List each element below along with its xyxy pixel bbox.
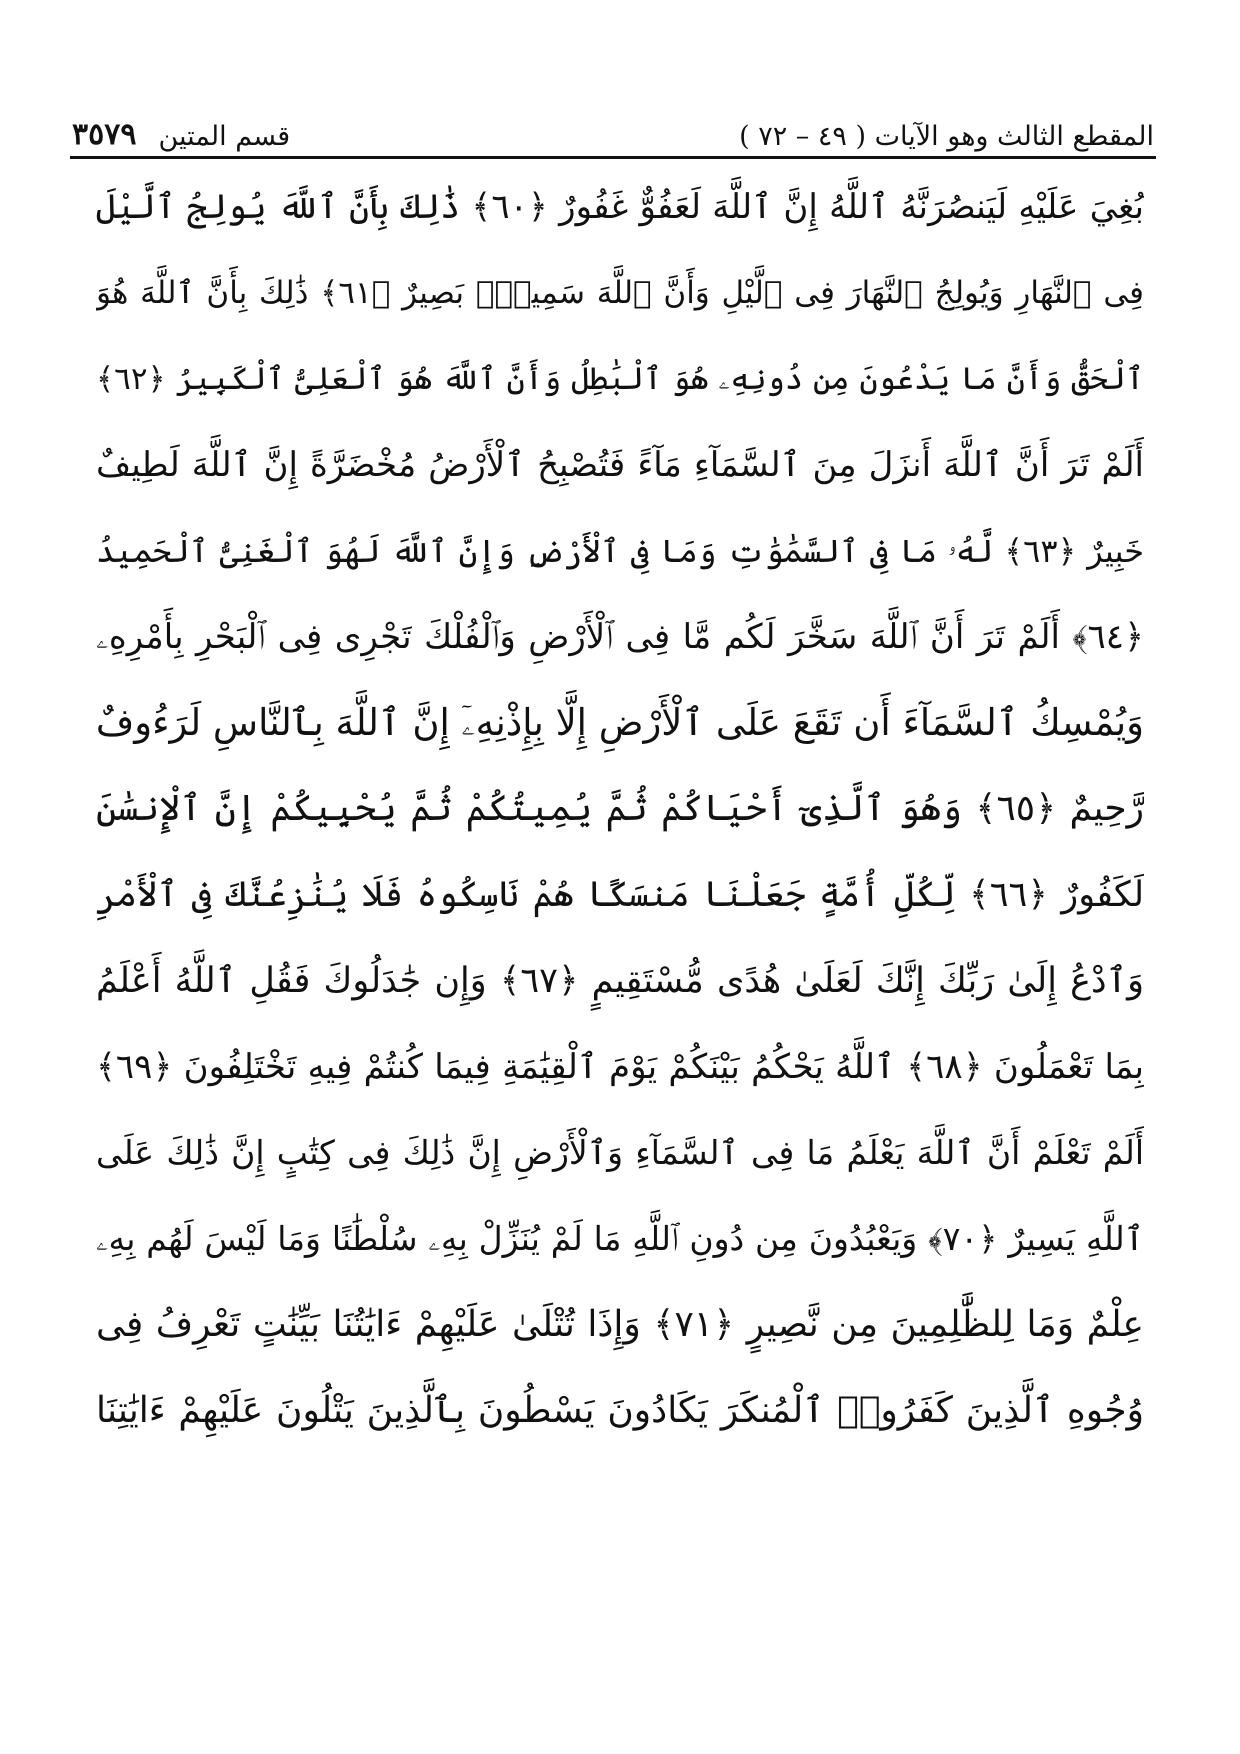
- chapter-section-title: المقطع الثالث وهو الآيات ( ٤٩ – ٧٢ ): [739, 121, 1154, 152]
- text-line: أَلَمْ تَعْلَمْ أَنَّ ٱللَّهَ يَعْلَمُ مَا فِى ٱلسَّمَآءِ وَٱلْأَرْضِ إِنَّ ذَٰلِكَ فِى كِتَٰبٍ إِنَّ ذَٰلِكَ عَلَى: [96, 1133, 1144, 1172]
- text-line: بِمَا تَعْمَلُونَ ﴿٦٨﴾ ٱللَّهُ يَحْكُمُ بَيْنَكُمْ يَوْمَ ٱلْقِيَٰمَةِ فِيمَا كُنتُمْ فِيهِ تَخْتَلِفُونَ ﴿٦٩﴾: [96, 1047, 1144, 1087]
- text-line: خَبِيرٌ ﴿٦٣﴾ لَّهُۥ مَا فِى ٱلسَّمَٰوَٰتِ وَمَا فِى ٱلْأَرْضِ وَإِنَّ ٱللَّهَ لَهُوَ ٱلْغَنِىُّ ٱلْحَمِيدُ: [96, 532, 1144, 570]
- page-header-meta: [72, 117, 290, 152]
- text-line: أَلَمْ تَرَ أَنَّ ٱللَّهَ أَنزَلَ مِنَ ٱلسَّمَآءِ مَآءً فَتُصْبِحُ ٱلْأَرْضُ مُخْضَرَّةً إِنَّ ٱللَّهَ لَطِيفٌ: [96, 445, 1144, 485]
- text-line: بُغِيَ عَلَيْهِ لَيَنصُرَنَّهُ ٱللَّهُ إِنَّ ٱللَّهَ لَعَفُوٌّ غَفُورٌ ﴿٦٠﴾ ذَٰلِكَ بِأَنَّ ٱللَّهَ يُولِجُ ٱلَّيْلَ: [96, 187, 1144, 227]
- text-line: [96, 1454, 1144, 1540]
- text-line: [96, 1626, 1144, 1712]
- text-line: عِلْمٌ وَمَا لِلظَّٰلِمِينَ مِن نَّصِيرٍ ﴿٧١﴾ وَإِذَا تُتْلَىٰ عَلَيْهِمْ ءَايَٰتُنَا بَيِّنَٰتٍ تَعْرِفُ فِى: [96, 1304, 1144, 1345]
- text-line: فِى ٱلنَّهَارِ وَيُولِجُ ٱلنَّهَارَ فِى ٱلَّيْلِ وَأَنَّ ٱللَّهَ سَمِيعٌۢ بَصِيرٌ ﴿٦١﴾ ذَٰلِكَ بِأَنَّ ٱللَّهَ هُوَ: [96, 275, 1144, 311]
- section-name: قسم المتين: [158, 121, 291, 152]
- page-header: [72, 92, 1154, 152]
- text-line: لَكَفُورٌ ﴿٦٦﴾ لِّكُلِّ أُمَّةٍ جَعَلْنَا مَنسَكًا هُمْ نَاسِكُوهُ فَلَا يُنَٰزِعُنَّكَ فِى ٱلْأَمْرِ: [96, 875, 1144, 915]
- text-line: وَيُمْسِكُ ٱلسَّمَآءَ أَن تَقَعَ عَلَى ٱلْأَرْضِ إِلَّا بِإِذْنِهِۦٓ إِنَّ ٱللَّهَ بِٱلنَّاسِ لَرَءُوفٌ: [96, 701, 1144, 744]
- verse-text-block: [96, 164, 1144, 1712]
- text-line: وُجُوهِ ٱلَّذِينَ كَفَرُوا۟ ٱلْمُنكَرَ يَكَادُونَ يَسْطُونَ بِٱلَّذِينَ يَتْلُونَ عَلَيْهِمْ ءَايَٰتِنَا: [96, 1390, 1144, 1431]
- text-line: ﴿٦٤﴾ أَلَمْ تَرَ أَنَّ ٱللَّهَ سَخَّرَ لَكُم مَّا فِى ٱلْأَرْضِ وَٱلْفُلْكَ تَجْرِى فِى ٱلْبَحْرِ بِأَمْرِهِۦ: [96, 617, 1144, 657]
- page-number: ٣٥٧٩: [72, 117, 137, 152]
- text-line: [96, 1540, 1144, 1626]
- text-line: وَٱدْعُ إِلَىٰ رَبِّكَ إِنَّكَ لَعَلَىٰ هُدًى مُّسْتَقِيمٍ ﴿٦٧﴾ وَإِن جَٰدَلُوكَ فَقُلِ ٱللَّهُ أَعْلَمُ: [96, 961, 1144, 1001]
- text-line: رَّحِيمٌ ﴿٦٥﴾ وَهُوَ ٱلَّذِىٓ أَحْيَاكُمْ ثُمَّ يُمِيتُكُمْ ثُمَّ يُحْيِيكُمْ إِنَّ ٱلْإِنسَٰنَ: [96, 788, 1144, 829]
- header-divider: [70, 156, 1156, 159]
- text-line: ٱلْحَقُّ وَأَنَّ مَا يَدْعُونَ مِن دُونِهِۦ هُوَ ٱلْبَٰطِلُ وَأَنَّ ٱللَّهَ هُوَ ٱلْعَلِىُّ ٱلْكَبِيرُ ﴿٦٢﴾: [96, 361, 1144, 397]
- text-line: ٱللَّهِ يَسِيرٌ ﴿٧٠﴾ وَيَعْبُدُونَ مِن دُونِ ٱللَّهِ مَا لَمْ يُنَزِّلْ بِهِۦ سُلْطَٰنًا وَمَا لَيْسَ لَهُم بِهِۦ: [96, 1219, 1144, 1258]
